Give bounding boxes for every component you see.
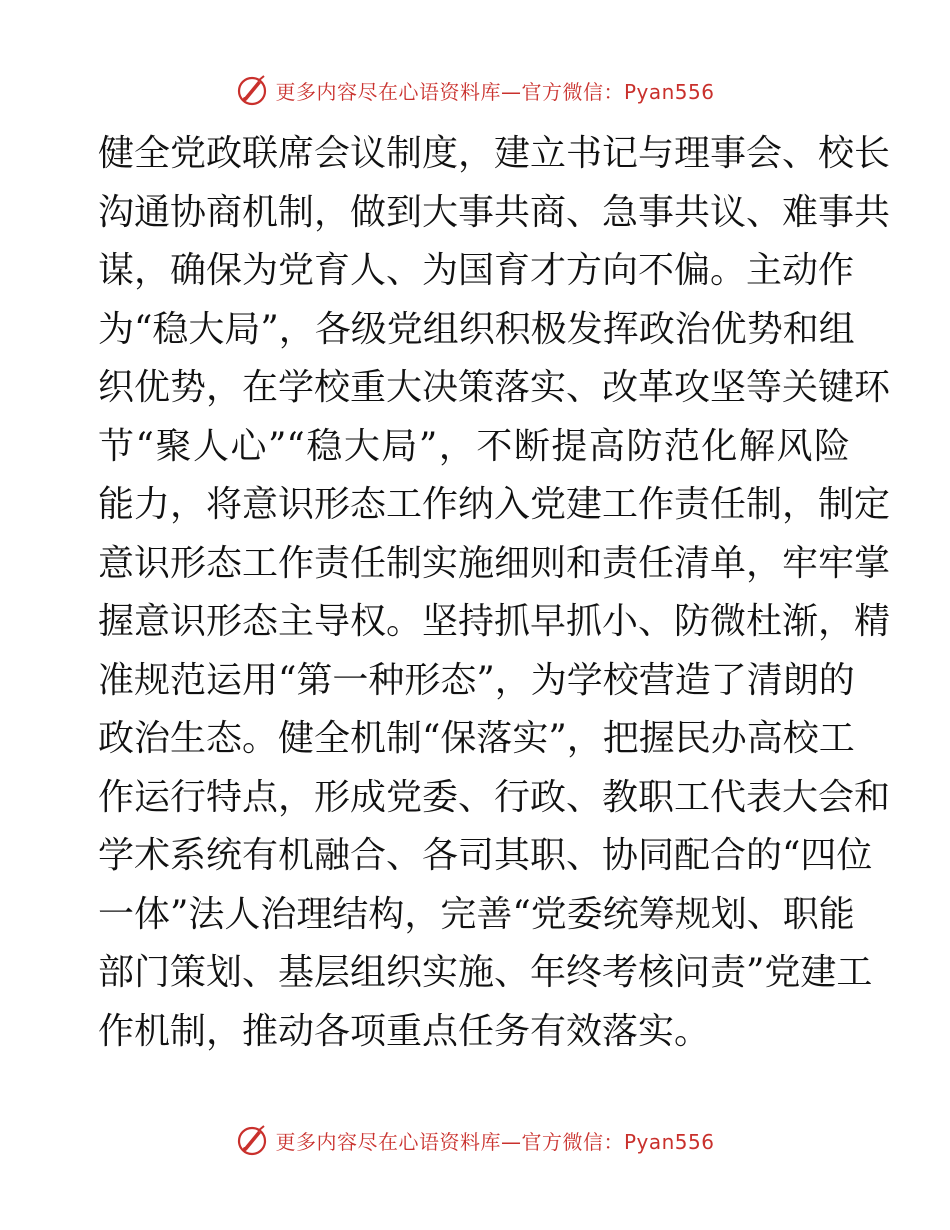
body-line: 织优势，在学校重大决策落实、改革攻坚等关键环	[98, 367, 891, 408]
body-line: 谋，确保为党育人、为国育才方向不偏。主动作	[98, 250, 855, 291]
body-line: 意识形态工作责任制实施细则和责任清单，牢牢掌	[98, 542, 891, 584]
body-line: 一体”法人治理结构，完善“党委统筹规划、职能	[98, 893, 855, 935]
quill-pen-logo-icon	[235, 73, 269, 107]
header-banner	[0, 70, 950, 110]
body-line: 健全党政联席会议制度，建立书记与理事会、校长	[98, 133, 891, 174]
body-line: 沟通协商机制，做到大事共商、急事共议、难事共	[98, 191, 891, 233]
quill-pen-logo-icon	[235, 1123, 269, 1157]
body-line: 准规范运用“第一种形态”，为学校营造了清朗的	[98, 659, 855, 701]
footer-banner	[0, 1120, 950, 1160]
body-line: 作运行特点，形成党委、行政、教职工代表大会和	[98, 776, 891, 818]
body-line: 节“聚人心”“稳大局”，不断提高防范化解风险	[98, 425, 850, 467]
body-line: 为“稳大局”，各级党组织积极发挥政治优势和组	[98, 308, 855, 350]
body-line: 作机制，推动各项重点任务有效落实。	[98, 1010, 711, 1052]
body-line: 握意识形态主导权。坚持抓早抓小、防微杜渐，精	[98, 601, 891, 642]
body-line: 能力，将意识形态工作纳入党建工作责任制，制定	[98, 484, 891, 525]
body-line: 政治生态。健全机制“保落实”，把握民办高校工	[98, 718, 855, 759]
header-banner-text: 更多内容尽在心语资料库—官方微信：Pyan556	[275, 79, 715, 104]
body-line: 部门策划、基层组织实施、年终考核问责”党建工	[98, 952, 873, 993]
body-line: 学术系统有机融合、各司其职、协同配合的“四位	[98, 835, 873, 876]
document-body	[98, 125, 891, 1061]
footer-banner-text: 更多内容尽在心语资料库—官方微信：Pyan556	[275, 1129, 715, 1154]
